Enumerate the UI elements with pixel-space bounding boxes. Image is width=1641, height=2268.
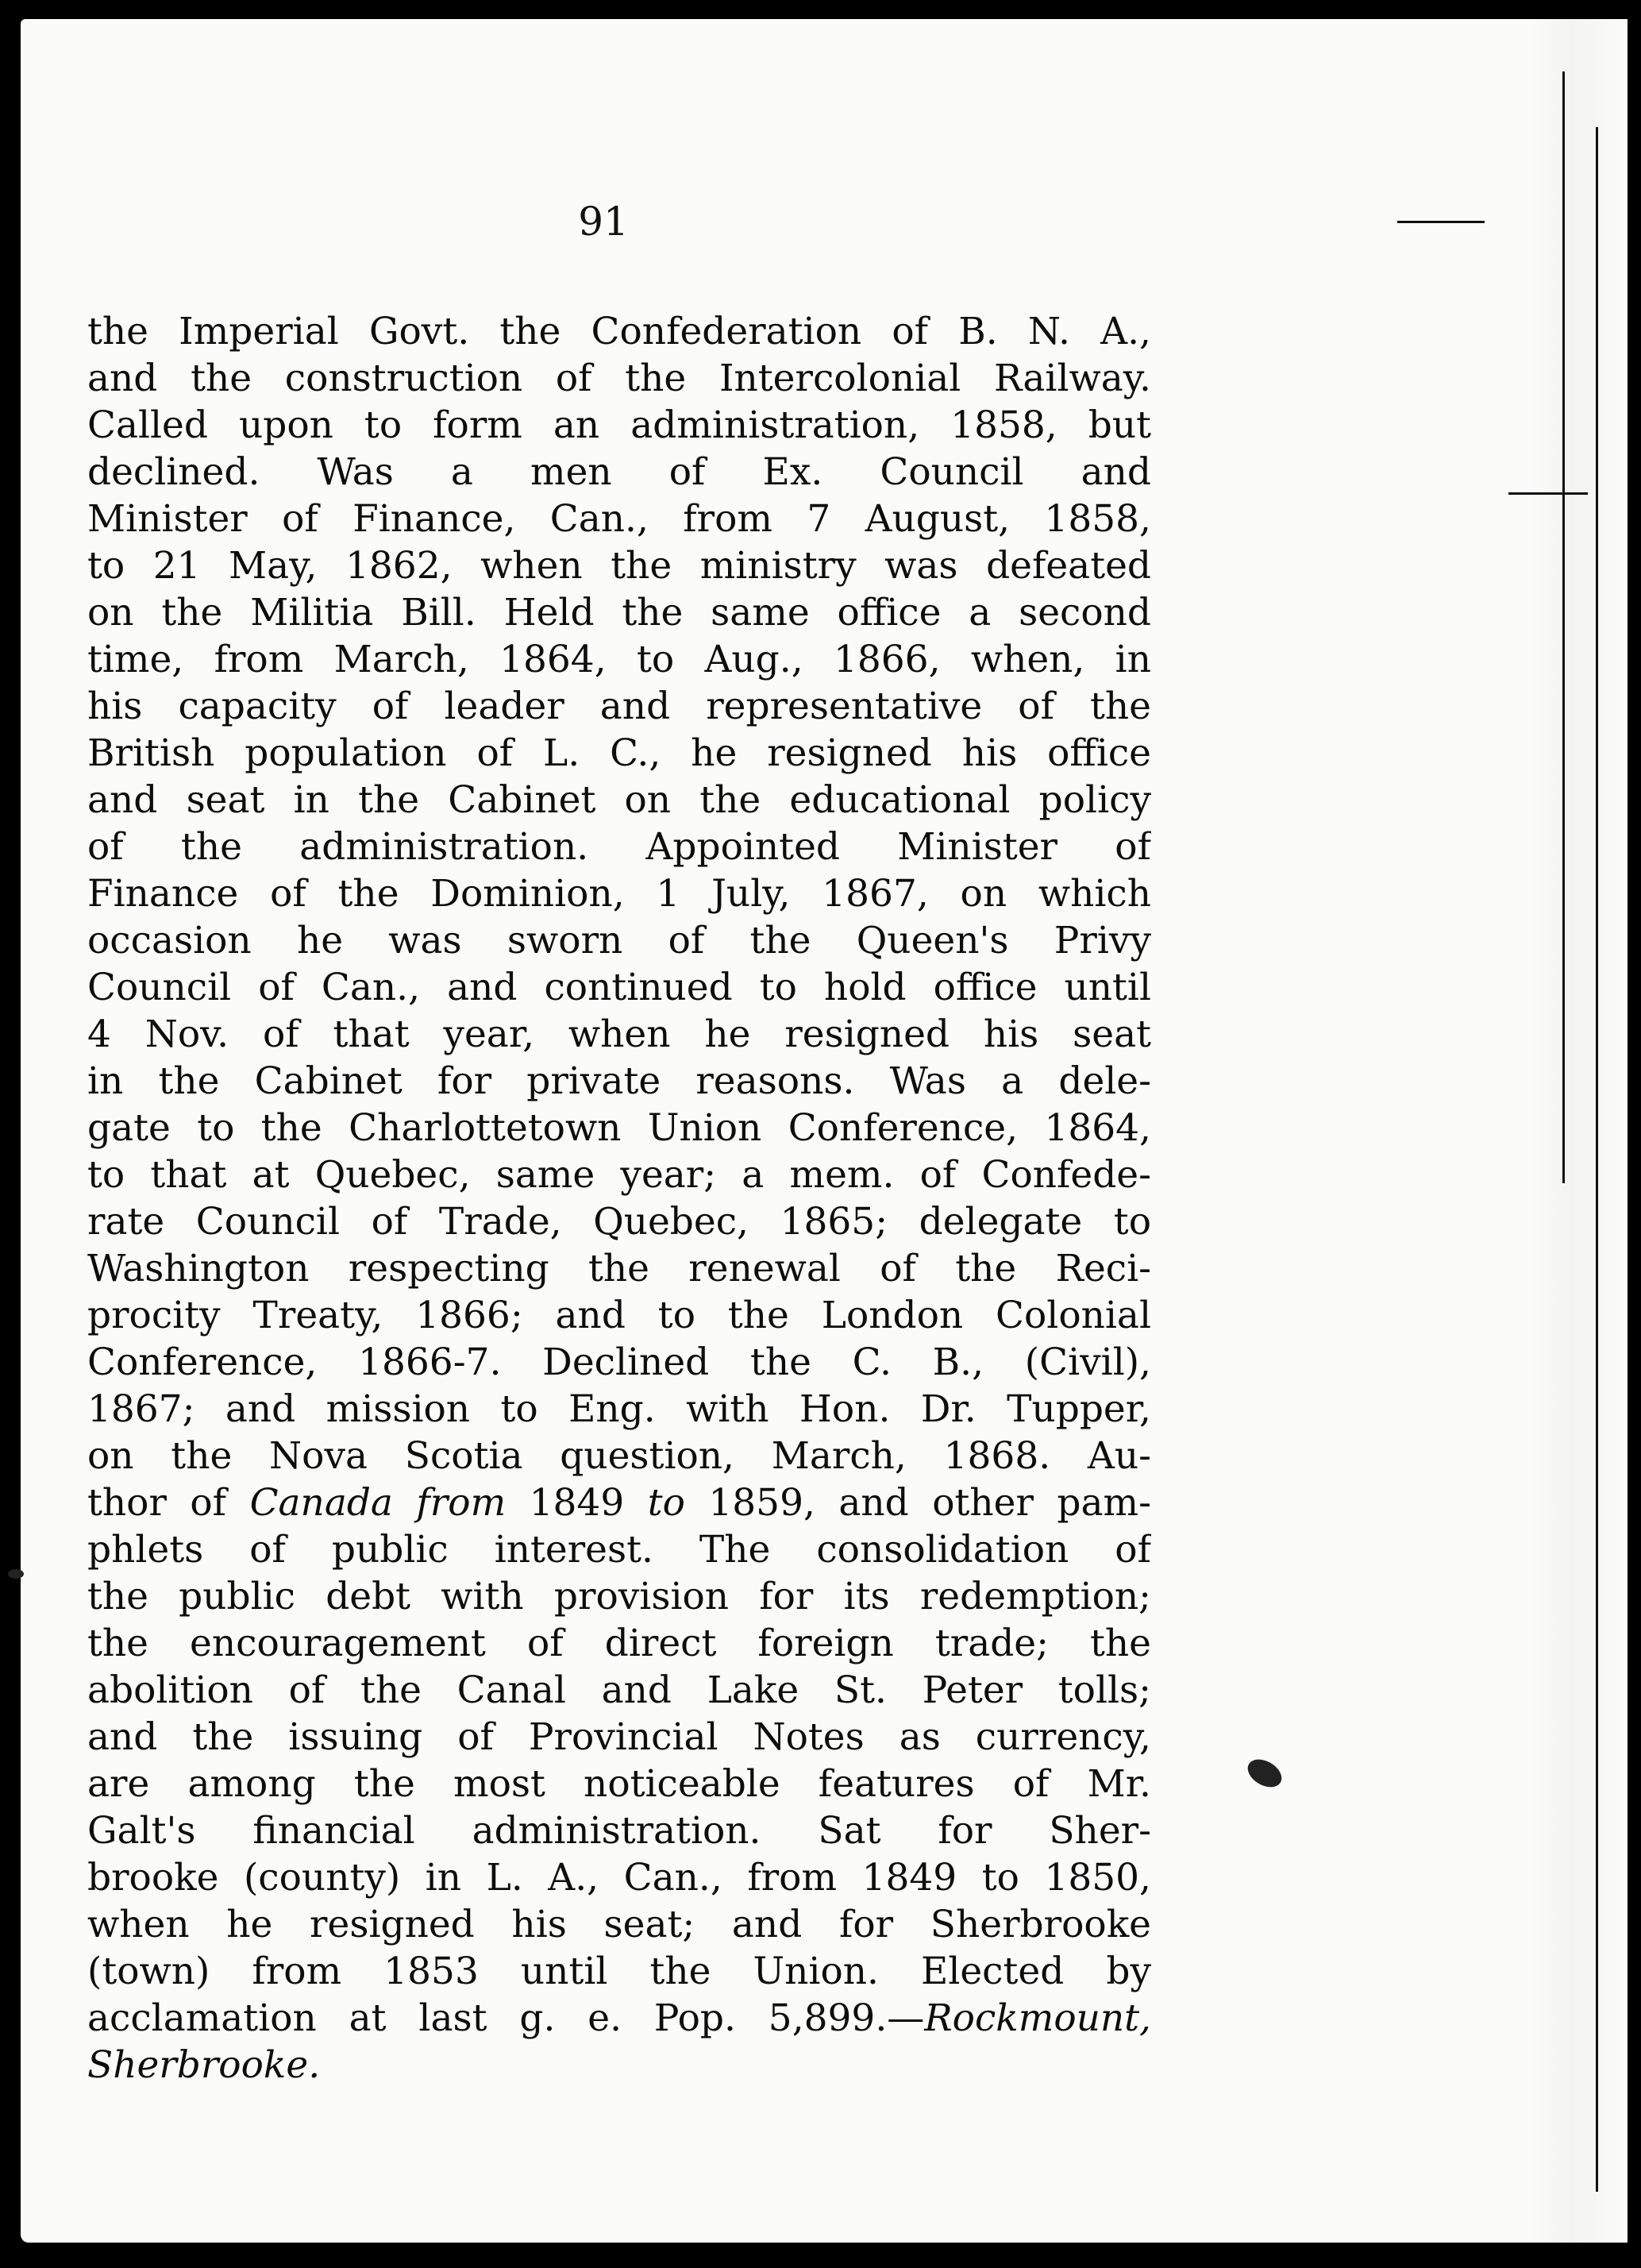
text-line: Washington respecting the renewal of the Reci-: [87, 1247, 1151, 1290]
residence-fragment: Sherbrooke.: [87, 2043, 321, 2087]
text-line: gate to the Charlottetown Union Conference, 1864,: [87, 1106, 1151, 1150]
text-fragment: 1849: [506, 1481, 648, 1525]
edge-mark: [1596, 127, 1598, 2192]
book-title-fragment: Canada from: [249, 1481, 507, 1525]
text-line: on the Nova Scotia question, March, 1868. Au-: [87, 1434, 1151, 1478]
text-line: and seat in the Cabinet on the educational policy: [87, 778, 1151, 822]
text-line: declined. Was a men of Ex. Council and: [87, 450, 1151, 494]
text-line: the public debt with provision for its redemption;: [87, 1575, 1151, 1618]
text-fragment: 1859, and other pam-: [684, 1481, 1151, 1525]
text-line: (town) from 1853 until the Union. Elected by: [87, 1950, 1151, 1993]
edge-mark: [1397, 221, 1485, 223]
text-line: and the construction of the Intercolonial Railway.: [87, 357, 1151, 400]
text-line: when he resigned his seat; and for Sherbrooke: [87, 1903, 1151, 1946]
edge-mark: [1508, 492, 1588, 495]
text-line: Conference, 1866-7. Declined the C. B., (Civil),: [87, 1340, 1151, 1384]
text-line: the Imperial Govt. the Confederation of B. N. A.,: [87, 310, 1151, 353]
text-line: Called upon to form an administration, 1858, but: [87, 403, 1151, 447]
text-line: are among the most noticeable features of Mr.: [87, 1762, 1151, 1806]
text-line: procity Treaty, 1866; and to the London Colonial: [87, 1294, 1151, 1337]
text-line: phlets of public interest. The consolidation of: [87, 1528, 1151, 1572]
page-number: 91: [578, 199, 629, 245]
text-line: occasion he was sworn of the Queen's Privy: [87, 919, 1151, 962]
residence-fragment: Rockmount,: [924, 1996, 1151, 2040]
text-line-with-address: [87, 1995, 1151, 2042]
text-line: rate Council of Trade, Quebec, 1865; delegate to: [87, 1200, 1151, 1244]
text-line: Council of Can., and continued to hold office until: [87, 966, 1151, 1009]
text-line: 1867; and mission to Eng. with Hon. Dr. Tupper,: [87, 1387, 1151, 1431]
text-fragment: acclamation at last g. e. Pop. 5,899.—: [87, 1996, 925, 2040]
text-line: on the Militia Bill. Held the same office a second: [87, 591, 1151, 634]
text-line: the encouragement of direct foreign trade; the: [87, 1622, 1151, 1665]
text-line: 4 Nov. of that year, when he resigned his seat: [87, 1012, 1151, 1056]
text-line: Minister of Finance, Can., from 7 August, 1858,: [87, 497, 1151, 541]
text-line: his capacity of leader and representative of the: [87, 685, 1151, 728]
text-line: to that at Quebec, same year; a mem. of Confede-: [87, 1153, 1151, 1197]
text-line-with-title: [87, 1479, 1151, 1526]
page-edge: [1532, 19, 1628, 2243]
text-line-final: [87, 2042, 1151, 2089]
biography-text: [87, 308, 1151, 2089]
ink-speck: [8, 1569, 24, 1579]
text-line: British population of L. C., he resigned his office: [87, 731, 1151, 775]
text-line: to 21 May, 1862, when the ministry was defeated: [87, 544, 1151, 588]
text-line: abolition of the Canal and Lake St. Peter tolls;: [87, 1668, 1151, 1712]
text-line: Galt's financial administration. Sat for Sher-: [87, 1809, 1151, 1853]
text-line: Finance of the Dominion, 1 July, 1867, on which: [87, 872, 1151, 916]
edge-mark: [1562, 71, 1565, 1183]
text-fragment: thor of: [87, 1481, 250, 1525]
text-line: and the issuing of Provincial Notes as currency,: [87, 1715, 1151, 1759]
book-title-fragment: to: [647, 1481, 685, 1525]
text-line: of the administration. Appointed Minister of: [87, 825, 1151, 869]
text-line: in the Cabinet for private reasons. Was a dele-: [87, 1059, 1151, 1103]
text-line: time, from March, 1864, to Aug., 1866, when, in: [87, 638, 1151, 681]
text-line: brooke (county) in L. A., Can., from 1849 to 1850,: [87, 1856, 1151, 1900]
